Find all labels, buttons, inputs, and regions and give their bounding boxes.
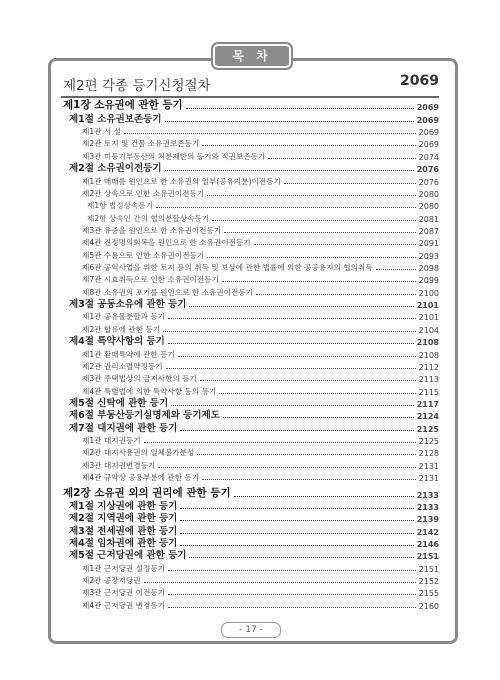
- toc-entry-subsection[interactable]: [63, 347, 439, 359]
- toc-entry-page: 2076: [416, 165, 439, 175]
- toc-entry-title: 제3관 주택법상의 금지사항의 등기: [82, 374, 197, 384]
- toc-entry-page: 2093: [418, 251, 439, 261]
- toc-entry-section[interactable]: [63, 549, 439, 561]
- dot-leader: [256, 294, 416, 295]
- toc-entry-page: 2069: [416, 115, 439, 125]
- toc-entry-title: 제1항 법정상속등기: [87, 201, 153, 211]
- toc-entry-subsection[interactable]: [63, 236, 439, 248]
- dot-leader: [163, 331, 416, 332]
- dot-leader: [207, 195, 416, 196]
- toc-entry-title: 제2장 소유권 외의 권리에 관한 등기: [63, 486, 231, 499]
- toc-entry-title: 제6관 공익사업을 위한 토지 등의 취득 및 보상에 관한 법률에 의한 공공용지의 협의취득: [82, 263, 373, 273]
- toc-entry-title: 제3관 대지권변경등기: [82, 460, 156, 470]
- toc-entry-page: 2146: [416, 539, 439, 549]
- toc-entry-title: 제1관 매매를 원인으로 한 소유권의 일부(공유지분)이전등기: [82, 176, 281, 186]
- toc-entry-subsection[interactable]: [63, 598, 439, 610]
- toc-entry-title: 제4관 진정명의회복을 원인으로 한 소유권이전등기: [82, 238, 251, 248]
- toc-entry-title: 제1관 서 설: [82, 127, 122, 137]
- dot-leader: [168, 570, 416, 571]
- dot-leader: [254, 244, 416, 245]
- toc-entry-title: 제7관 시효취득으로 인한 소유권이전등기: [82, 275, 219, 285]
- toc-entry-subsection[interactable]: [63, 137, 439, 149]
- toc-entry-page: 2098: [418, 264, 439, 274]
- toc-entry-page: 2125: [416, 424, 439, 434]
- toc-entry-title: 제4절 임차권에 관한 등기: [69, 537, 178, 549]
- dot-leader: [222, 281, 416, 282]
- toc-entry-page: 2115: [418, 387, 439, 397]
- dot-leader: [284, 183, 416, 184]
- toc-entry-title: 제4절 특약사항의 등기: [69, 336, 165, 348]
- toc-entry-subsection[interactable]: [63, 310, 439, 322]
- dot-leader: [165, 170, 414, 171]
- dot-leader: [197, 454, 415, 455]
- dot-leader: [180, 545, 413, 546]
- toc-entry-page: 2133: [416, 502, 439, 512]
- toc-entry-title: 제1관 공유물분할과 등기: [82, 312, 166, 322]
- dot-leader: [212, 220, 416, 221]
- dot-leader: [219, 393, 415, 394]
- toc-entry-subsection[interactable]: [63, 224, 439, 236]
- dot-leader: [180, 508, 413, 509]
- toc-entry-page: 2081: [418, 214, 439, 224]
- toc-entry-page: 2108: [418, 350, 439, 360]
- toc-entry-section[interactable]: [63, 112, 439, 124]
- toc-entry-title: 제1절 소유권보존등기: [69, 113, 162, 125]
- dot-leader: [186, 108, 414, 109]
- dot-leader: [144, 582, 416, 583]
- dot-leader: [168, 343, 414, 344]
- toc-entry-page: 2151: [416, 552, 439, 562]
- dot-leader: [171, 405, 414, 406]
- toc-entry-page: 2152: [418, 577, 439, 587]
- toc-entry-page: 2091: [418, 239, 439, 249]
- toc-entry-subsection[interactable]: [63, 574, 439, 586]
- toc-entry-subsection[interactable]: [63, 586, 439, 598]
- toc-entry-page: 2104: [418, 325, 439, 335]
- dot-leader: [224, 232, 415, 233]
- toc-entry-subsection[interactable]: [63, 360, 439, 372]
- toc-entry-title: 제2절 소유권이전등기: [69, 163, 162, 175]
- toc-entry-subsection[interactable]: [63, 561, 439, 573]
- toc-entry-page: 2155: [418, 589, 439, 599]
- dot-leader: [189, 306, 413, 307]
- toc-entry-title: 제5관 수용으로 인한 소유권이전등기: [82, 250, 205, 260]
- toc-entry-subsection[interactable]: [63, 458, 439, 470]
- toc-entry-page: 2117: [416, 399, 439, 409]
- toc-entry-page: 2087: [418, 226, 439, 236]
- toc-entry-section[interactable]: [63, 162, 439, 174]
- toc-entry-title: 제4관 근저당권 변경등기: [82, 600, 166, 610]
- toc-entry-subsection[interactable]: [63, 261, 439, 273]
- dot-leader: [200, 380, 416, 381]
- toc-entry-page: 2133: [416, 490, 439, 500]
- toc-entry-page: 2099: [418, 276, 439, 286]
- toc-tab-label: 목 차: [213, 44, 291, 68]
- toc-entry-page: 2101: [418, 313, 439, 323]
- dot-leader: [234, 496, 414, 497]
- toc-entry-title: 제2관 합유에 관한 등기: [82, 324, 161, 334]
- toc-entry-page: 2131: [418, 461, 439, 471]
- toc-entry-subsection[interactable]: [63, 446, 439, 458]
- toc-entry-section[interactable]: [63, 421, 439, 433]
- toc-entry-subsection[interactable]: [63, 187, 439, 199]
- dot-leader: [207, 257, 416, 258]
- toc-entry-title: 제1장 소유권에 관한 등기: [63, 99, 183, 112]
- toc-entry-title: 제5절 근저당권에 관한 등기: [69, 550, 187, 562]
- dot-leader: [189, 557, 413, 558]
- toc-entry-title: 제4관 규약상 공용부분에 관한 등기: [82, 473, 200, 483]
- dot-leader: [124, 133, 416, 134]
- toc-entry-page: 2160: [418, 601, 439, 611]
- dot-leader: [168, 594, 416, 595]
- table-of-contents: [63, 100, 439, 611]
- toc-entry-page: 2080: [418, 202, 439, 212]
- toc-entry-title: 제5절 신탁에 관한 등기: [69, 397, 169, 409]
- toc-entry-title: 제7절 대지권에 관한 등기: [69, 422, 178, 434]
- toc-entry-subsection[interactable]: [63, 471, 439, 483]
- toc-entry-subsection[interactable]: [63, 248, 439, 260]
- dot-leader: [202, 479, 415, 480]
- toc-entry-title: 제1관 환매특약에 관한 등기: [82, 349, 175, 359]
- toc-entry-title: 제3절 공동소유에 관한 등기: [69, 299, 187, 311]
- toc-entry-page: 2151: [418, 564, 439, 574]
- dot-leader: [168, 607, 416, 608]
- toc-entry-page: 2131: [418, 474, 439, 484]
- toc-entry-page: 2124: [416, 412, 439, 422]
- toc-entry-subsection[interactable]: [63, 273, 439, 285]
- dot-leader: [376, 269, 416, 270]
- toc-entry-section[interactable]: [63, 298, 439, 310]
- toc-entry-page: 2069: [418, 140, 439, 150]
- dot-leader: [156, 207, 416, 208]
- toc-entry-page: 2108: [416, 338, 439, 348]
- toc-entry-title: 제6절 부동산등기실명제와 등기제도: [69, 410, 220, 422]
- toc-entry-page: 2125: [418, 437, 439, 447]
- toc-entry-title: 제2관 권리소멸약정등기: [82, 361, 163, 371]
- dot-leader: [202, 145, 415, 146]
- dot-leader: [268, 158, 415, 159]
- dot-leader: [168, 318, 416, 319]
- part-title: 제2편 각종 등기신청절차: [63, 78, 211, 94]
- toc-entry-title: 제1관 근저당권 설정등기: [82, 563, 166, 573]
- dot-leader: [144, 442, 416, 443]
- part-page-number: 2069: [400, 73, 439, 89]
- toc-entry-title: 제4관 특별법에 의한 특약사항 등의 등기: [82, 386, 217, 396]
- toc-entry-title: 제2관 공장저당권: [82, 576, 141, 586]
- toc-entry-page: 2128: [418, 449, 439, 459]
- toc-entry-title: 제2관 상속으로 인한 소유권이전등기: [82, 188, 205, 198]
- toc-entry-title: 제2관 토지 및 건물 소유권보존등기: [82, 139, 200, 149]
- toc-entry-title: 제3관 미등기부동산의 처분제한의 등기와 직권보존등기: [82, 151, 266, 161]
- toc-entry-title: 제2관 대지사용권의 일체불가분성: [82, 448, 195, 458]
- toc-entry-title: 제1절 지상권에 관한 등기: [69, 500, 178, 512]
- toc-entry-page: 2113: [418, 375, 439, 385]
- toc-entry-title: 제3관 근저당권 이전등기: [82, 588, 166, 598]
- toc-entry-title: 제3관 유증을 원인으로 한 소유권이전등기: [82, 225, 222, 235]
- toc-entry-title: 제1관 대지권등기: [82, 436, 141, 446]
- toc-entry-page: 2069: [418, 128, 439, 138]
- toc-entry-page: 2139: [416, 515, 439, 525]
- dot-leader: [180, 430, 413, 431]
- dot-leader: [180, 533, 413, 534]
- toc-entry-section[interactable]: [63, 335, 439, 347]
- toc-entry-subsection[interactable]: [63, 434, 439, 446]
- toc-entry-page: 2080: [418, 189, 439, 199]
- dot-leader: [180, 520, 413, 521]
- toc-entry-page: 2074: [418, 152, 439, 162]
- toc-entry-title: 제2절 지역권에 관한 등기: [69, 513, 178, 525]
- toc-entry-page: 2069: [416, 103, 439, 113]
- dot-leader: [166, 368, 416, 369]
- toc-entry-subsection[interactable]: [63, 125, 439, 137]
- toc-entry-page: 2112: [418, 362, 439, 372]
- dot-leader: [178, 356, 416, 357]
- toc-entry-page: 2100: [418, 288, 439, 298]
- toc-entry-page: 2076: [418, 177, 439, 187]
- toc-entry-title: 제8관 소유권의 포기를 원인으로 한 소유권이전등기: [82, 287, 253, 297]
- dot-leader: [158, 467, 415, 468]
- dot-leader: [223, 417, 414, 418]
- toc-entry-item[interactable]: [63, 211, 439, 223]
- part-header: [63, 74, 439, 94]
- toc-entry-page: 2101: [416, 301, 439, 311]
- toc-entry-subsection[interactable]: [63, 174, 439, 186]
- page-number: - 17 -: [221, 622, 281, 638]
- dot-leader: [165, 121, 414, 122]
- toc-entry-title: 제3절 전세권에 관한 등기: [69, 525, 178, 537]
- toc-entry-item[interactable]: [63, 199, 439, 211]
- toc-entry-title: 제2항 상속인 간의 협의분할상속등기: [87, 213, 210, 223]
- toc-entry-subsection[interactable]: [63, 372, 439, 384]
- toc-entry-page: 2142: [416, 527, 439, 537]
